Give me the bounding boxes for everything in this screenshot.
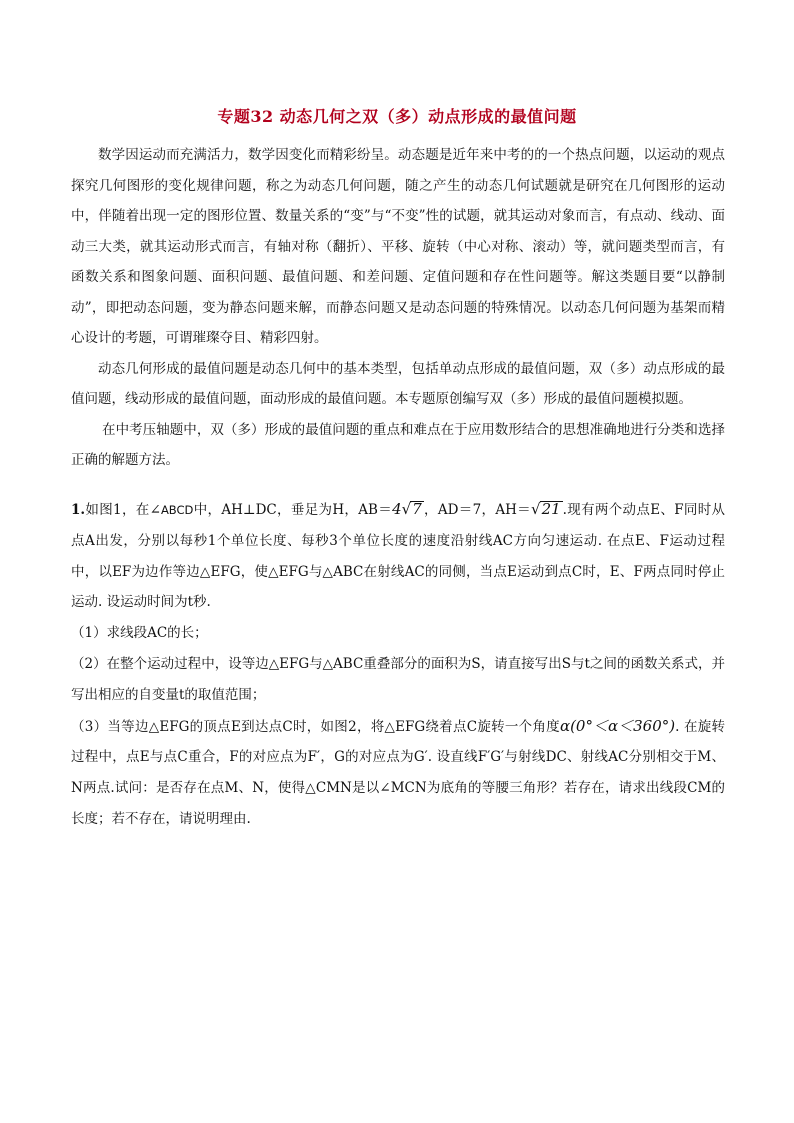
- question-3: [71, 711, 725, 835]
- problem-stem: [71, 494, 725, 618]
- stem-text-b: 中，: [193, 502, 222, 518]
- sqrt-sign: √: [531, 500, 541, 518]
- problem-number: 1.: [71, 502, 86, 518]
- intro-section: [71, 140, 725, 476]
- intro-paragraph-2: 动态几何形成的最值问题是动态几何中的基本类型，包括单动点形成的最值问题，双（多）动点形成的最值问题，线动形成的最值问题，面动形成的最值问题。本专题原创编写双（多）形成的最值问题模拟题。: [71, 360, 725, 407]
- question-2: （2）在整个运动过程中，设等边△EFG与△ABC重叠部分的面积为S，请直接写出S与t之间的函数关系式，并写出相应的自变量t的取值范围；: [71, 655, 725, 703]
- stem-text-a: 如图1，在: [85, 502, 150, 518]
- problem-1: [71, 494, 725, 835]
- angle-symbol: ∠: [149, 502, 161, 518]
- intro-paragraph-3: 在中考压轴题中，双（多）形成的最值问题的重点和难点在于应用数形结合的思想准确地进行分类和选择正确的解题方法。: [71, 421, 725, 468]
- question-3-text-b: . 在旋转过程中，点E与点C重合，F的对应点为F′，G的对应点为G′. 设直线F′G′与射线DC、射线AC分别相交于M、N两点.试问：是否存在点M、N，使得△CMN是以∠MCN为底角的等腰三角形？若存在，请求出线段CM的长度；若不存在，请说明理由.: [71, 718, 725, 827]
- stem-text-ad: ，AD＝7，AH＝: [423, 502, 531, 518]
- alpha-range: α(0°＜α＜360°): [559, 716, 676, 735]
- quad-name: ABCD: [160, 503, 194, 517]
- stem-text-ah: AH⊥DC，垂足为H，AB＝: [221, 502, 393, 518]
- intro-paragraph-1: 数学因运动而充满活力，数学因变化而精彩纷呈。动态题是近年来中考的的一个热点问题，以运动的观点探究几何图形的变化规律问题，称之为动态几何问题，随之产生的动态几何试题就是研究在几何图形的运动中，伴随着出现一定的图形位置、数量关系的“变”与“不变”性的试题，就其运动对象而言，有点动、线动、面动三大类，就其运动形式而言，有轴对称（翻折）、平移、旋转（中心对称、滚动）等，就问题类型而言，有函数关系和图象问题、面积问题、最值问题、和差问题、定值问题和存在性问题等。解这类题目要“以静制动”，即把动态问题，变为静态问题来解，而静态问题又是动态问题的特殊情况。以动态几何问题为基架而精心设计的考题，可谓璀璨夺目、精彩四射。: [71, 147, 725, 346]
- question-1: （1）求线段AC的长；: [71, 625, 208, 642]
- ab-coefficient: 4: [392, 500, 402, 518]
- question-3-text-a: （3）当等边△EFG的顶点E到达点C时，如图2，将△EFG绕着点C旋转一个角度: [71, 718, 560, 735]
- stem-text-c: .现有两个动点E、F同时从点A出发，分别以每秒1个单位长度、每秒3个单位长度的速度沿射线AC方向匀速运动. 在点E、F运动过程中，以EF为边作等边△EFG，使△EFG与△ABC在射线AC的同侧，当点E运动到点C时，E、F两点同时停止运动. 设运动时间为t秒.: [71, 502, 726, 611]
- ah-radicand: 21: [541, 500, 561, 518]
- sqrt-sign: √: [401, 500, 412, 518]
- page-title: 专题32 动态几何之双（多）动点形成的最值问题: [217, 107, 577, 126]
- ab-radicand: 7: [412, 500, 422, 518]
